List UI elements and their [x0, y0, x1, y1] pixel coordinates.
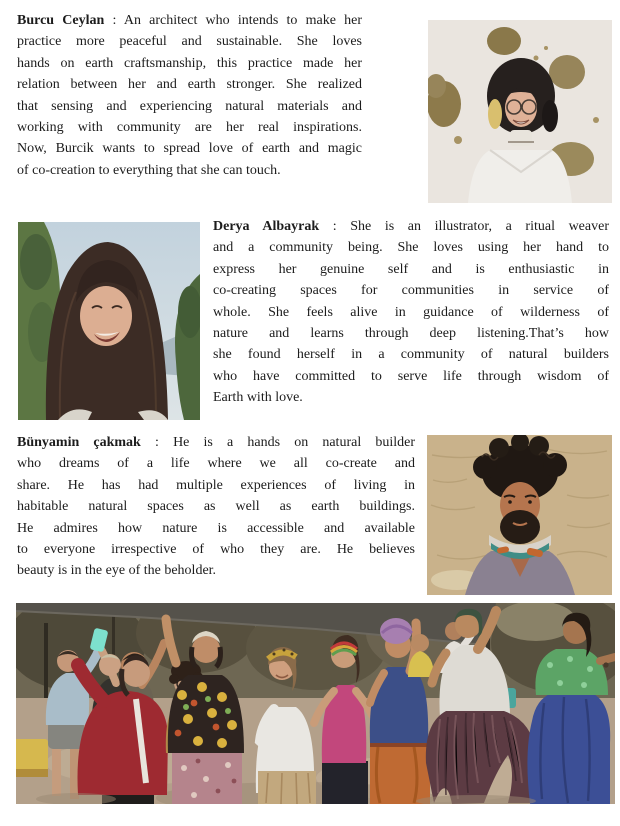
- bio-first-line-text: He is a hands on natural builder: [173, 435, 415, 450]
- bio-text-line: express her genuine self and is enthusiastic in: [213, 261, 609, 277]
- bio-name: Burcu Ceylan: [17, 13, 105, 28]
- bio-text-line: to everyone irrespective of who they are. He believes: [17, 541, 415, 557]
- bio-first-line-text: She is an illustrator, a ritual weaver: [350, 219, 609, 234]
- bio-lines: [17, 31, 362, 181]
- bio-first-line-text: An architect who intends to make her: [123, 13, 362, 28]
- bio-text-line: who have committed to serve life through wisdom of: [213, 368, 609, 384]
- bio-first-line: [17, 10, 362, 31]
- bio-text-line: relation between her and earth stronger. She realized: [17, 77, 362, 93]
- bio-text-line: she found herself in a community of natural builders: [213, 347, 609, 363]
- bio-text-line: of co-creation to everything that she can touch.: [17, 162, 281, 178]
- bio-text-line: hands on earth craftsmanship, this practice made her: [17, 55, 362, 71]
- bio-text-line: share. He has had multiple experiences of living in: [17, 477, 415, 493]
- bio-name: Derya Albayrak: [213, 219, 320, 234]
- bio-text-line: He admires how nature is accessible and available: [17, 520, 415, 536]
- bio-lines: [17, 453, 415, 581]
- bio-text-burcu: [17, 10, 362, 181]
- bio-text-line: working with community are her real inspirations.: [17, 119, 362, 135]
- bio-name-separator: :: [104, 13, 124, 28]
- bio-text-line: nature and learns through deep listening.That’s how: [213, 325, 609, 341]
- bio-text-line: co-creating spaces for communities in service of: [213, 283, 609, 299]
- bio-text-line: whole. She feels alive in guidance of wilderness of: [213, 304, 609, 320]
- bio-first-line: [213, 216, 609, 237]
- bio-lines: [213, 237, 609, 408]
- bio-text-bunyamin: [17, 432, 415, 582]
- group-dancing-photo: [16, 603, 615, 804]
- bio-text-line: and a community being. She loves using her hand to: [213, 240, 609, 256]
- bio-text-line: who dreams of a life where we all co-create and: [17, 456, 415, 472]
- bio-text-line: that sensing and experiencing natural materials and: [17, 98, 362, 114]
- bio-name-separator: :: [319, 219, 351, 234]
- bio-text-derya: [213, 216, 609, 409]
- derya-portrait-photo: [18, 222, 200, 420]
- bio-text-line: Earth with love.: [213, 390, 303, 406]
- bio-name: Bünyamin çakmak: [17, 435, 141, 450]
- bunyamin-portrait-photo: [427, 435, 612, 595]
- bio-text-line: practice more peaceful and sustainable. She loves: [17, 34, 362, 50]
- bio-text-line: beauty is in the eye of the beholder.: [17, 563, 217, 579]
- bio-first-line: [17, 432, 415, 453]
- bio-text-line: habitable natural spaces as well as earth buildings.: [17, 499, 415, 515]
- yellow-bench-shadow: [16, 769, 48, 777]
- bio-text-line: Now, Burcik wants to spread love of earth and magic: [17, 141, 362, 157]
- burcu-portrait-photo: [428, 20, 612, 203]
- bio-name-separator: :: [140, 435, 174, 450]
